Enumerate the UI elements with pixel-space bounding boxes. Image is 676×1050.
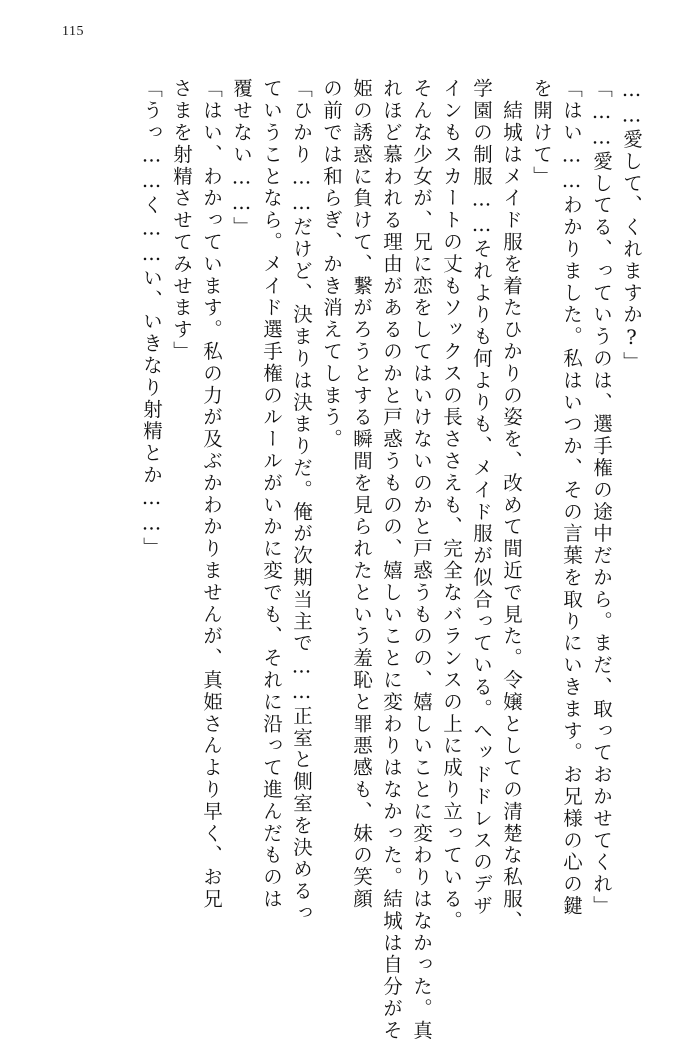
text-line: 「ひかり……だけど、決まりは決まりだ。俺が次期当主で……正室と側室を決めるっ xyxy=(290,78,313,925)
text-line: 「……愛してる、っていうのは、選手権の途中だから。まだ、取っておかせてくれ」 xyxy=(590,78,613,918)
text-line: 覆せない……」 xyxy=(230,78,253,239)
text-line: 姫の誘惑に負けて、繋がろうとする瞬間を見られたという羞恥と罪悪感も、妹の笑顔 xyxy=(350,78,373,911)
text-line: 学園の制服……それよりも何よりも、メイド服が似合っている。ヘッドドレスのデザ xyxy=(470,78,493,918)
text-line: ていうことなら。メイド選手権のルールがいかに変でも、それに沿って進んだものは xyxy=(260,78,283,911)
text-line: れほど慕われる理由があるのかと戸惑うものの、嬉しいことに変わりはなかった。結城は自分がそ xyxy=(380,78,403,1042)
text-line: の前では和らぎ、かき消えてしまう。 xyxy=(320,78,343,451)
text-line: さまを射精させてみせます」 xyxy=(170,78,193,363)
vertical-text-body xyxy=(38,78,646,1042)
text-line: 「はい……わかりました。私はいつか、その言葉を取りにいきます。お兄様の心の鍵 xyxy=(560,78,583,918)
text-line: インもスカートの丈もソックスの長ささえも、完全なバランスの上に成り立っている。 xyxy=(440,78,463,933)
text-line: 「はい、わかっています。私の力が及ぶかわかりませんが、真姫さんより早く、お兄 xyxy=(200,78,223,911)
text-line: 結城はメイド服を着たひかりの姿を、改めて間近で見た。令嬢としての清楚な私服、 xyxy=(500,78,523,933)
text-line: ……愛して、くれますか?」 xyxy=(620,78,643,374)
page-number: 115 xyxy=(62,24,84,39)
text-line: 「うっ……く……い、いきなり射精とか……」 xyxy=(140,78,163,559)
text-line: そんな少女が、兄に恋をしてはいけないのかと戸惑うものの、嬉しいことに変わりはなかった。真 xyxy=(410,78,433,1042)
text-line: を開けて」 xyxy=(530,78,553,188)
